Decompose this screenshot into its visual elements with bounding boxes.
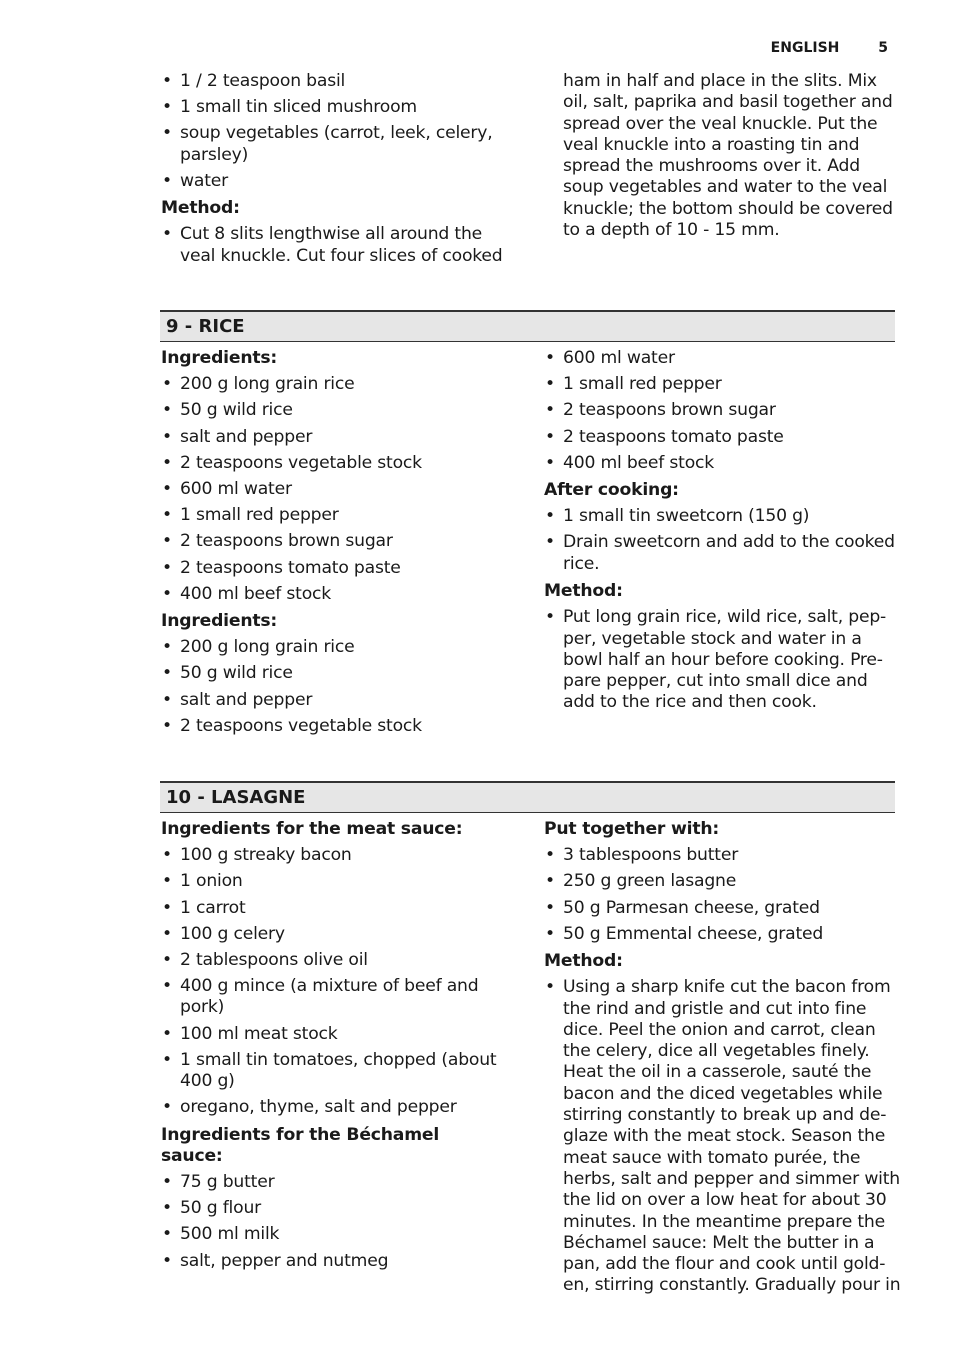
list-item: • 400 ml beef stock (161, 584, 506, 605)
top-left-column (161, 71, 506, 272)
top-ingredient-list (161, 71, 506, 192)
rice-ingredients-heading-2: Ingredients: (161, 610, 278, 631)
list-item: • 200 g long grain rice (161, 374, 506, 395)
list-item: • 3 tablespoons butter (544, 845, 904, 866)
list-item: • soup vegetables (carrot, leek, celery, parsley) (161, 123, 506, 166)
list-item: • 1 small tin tomatoes, chopped (about 400 g) (161, 1050, 506, 1093)
list-item: • 2 teaspoons brown sugar (161, 531, 506, 552)
list-item: • Drain sweetcorn and add to the cooked rice. (544, 532, 904, 575)
list-item: • Put long grain rice, wild rice, salt, pep- per, vegetable stock and water in a bowl half an hour before cooking. Pre- pare pepper, cut into small dice and add to the rice and then cook. (544, 607, 904, 713)
lasagne-together-list (544, 845, 904, 945)
list-item: • 2 teaspoons vegetable stock (161, 453, 506, 474)
rice-left-column (161, 348, 506, 742)
rice-ingredient-list-1 (161, 374, 506, 605)
rice-method-heading: Method: (544, 581, 623, 602)
rice-section-title: 9 - RICE (166, 316, 245, 337)
list-item: • 1 onion (161, 871, 506, 892)
rice-after-cooking-heading: After cooking: (544, 480, 679, 501)
lasagne-together-heading: Put together with: (544, 819, 720, 839)
list-item: • 1 small red pepper (544, 374, 904, 395)
list-item: • 50 g flour (161, 1198, 506, 1219)
list-item: • 2 teaspoons tomato paste (161, 558, 506, 579)
lasagne-right-column (544, 819, 904, 1302)
list-item: • 50 g wild rice (161, 663, 506, 684)
list-item: • 2 teaspoons brown sugar (544, 400, 904, 421)
list-item: • 100 g celery (161, 924, 506, 945)
list-item: • 1 small tin sweetcorn (150 g) (544, 506, 904, 527)
lasagne-meat-sauce-heading: Ingredients for the meat sauce: (161, 819, 463, 839)
list-item: • 1 carrot (161, 898, 506, 919)
list-item: • 75 g butter (161, 1172, 506, 1193)
top-right-text: ham in half and place in the slits. Mix oil, salt, paprika and basil together and spread over the veal knuckle. Put the veal knuckle into a roasting tin and spread the mushrooms over it. Add soup vegetables and water to the veal knuckle; the bottom should be covered to a depth of 10 - 15 mm. (563, 71, 893, 241)
list-item: • Using a sharp knife cut the bacon from the rind and gristle and cut into fine dice. Peel the onion and carrot, clean the celery, dice all vegetables finely. Heat the oil in a casserole, sauté the bacon and the diced vegetables while stirring constantly to break up and de- glaze with the meat stock. Season the meat sauce with tomato purée, the herbs, salt and pepper and simmer with the lid on over a low heat for about 30 minutes. In the meantime prepare the Béchamel sauce: Melt the butter in a pan, add the flour and cook until gold- en, stirring constantly. Gradually pour in (544, 977, 904, 1296)
rice-method-list (544, 607, 904, 713)
list-item: • salt and pepper (161, 690, 506, 711)
rice-ingredient-list-right (544, 348, 904, 474)
lasagne-meat-sauce-list (161, 845, 506, 1118)
list-item: • 1 / 2 teaspoon basil (161, 71, 506, 92)
list-item: • 500 ml milk (161, 1224, 506, 1245)
list-item: • Cut 8 slits lengthwise all around the veal knuckle. Cut four slices of cooked (161, 224, 506, 267)
rice-right-column (544, 348, 904, 719)
list-item: • 2 tablespoons olive oil (161, 950, 506, 971)
page-header (771, 39, 888, 57)
lasagne-section-title: 10 - LASAGNE (166, 787, 306, 808)
list-item: • 600 ml water (161, 479, 506, 500)
list-item: • 250 g green lasagne (544, 871, 904, 892)
list-item: • oregano, thyme, salt and pepper (161, 1097, 506, 1118)
list-item: • 200 g long grain rice (161, 637, 506, 658)
lasagne-method-list (544, 977, 904, 1296)
top-method-heading: Method: (161, 198, 240, 219)
list-item: • water (161, 171, 506, 192)
rice-section-header (160, 310, 895, 342)
list-item: • 1 small red pepper (161, 505, 506, 526)
list-item: • 50 g Emmental cheese, grated (544, 924, 904, 945)
list-item: • 2 teaspoons tomato paste (544, 427, 904, 448)
list-item: • salt and pepper (161, 427, 506, 448)
language-label: ENGLISH (770, 40, 840, 56)
lasagne-bechamel-list (161, 1172, 506, 1272)
page-number: 5 (878, 40, 888, 56)
rice-ingredient-list-2 (161, 637, 506, 737)
list-item: • 400 g mince (a mixture of beef and pork) (161, 976, 506, 1019)
list-item: • 50 g Parmesan cheese, grated (544, 898, 904, 919)
rice-after-cooking-list (544, 506, 904, 575)
list-item: • 50 g wild rice (161, 400, 506, 421)
list-item: • 600 ml water (544, 348, 904, 369)
list-item: • 2 teaspoons vegetable stock (161, 716, 506, 737)
list-item: • 400 ml beef stock (544, 453, 904, 474)
list-item: • 1 small tin sliced mushroom (161, 97, 506, 118)
lasagne-method-heading: Method: (544, 951, 623, 972)
lasagne-bechamel-heading: Ingredients for the Béchamel sauce: (161, 1124, 440, 1166)
lasagne-left-column (161, 819, 506, 1277)
list-item: • 100 ml meat stock (161, 1024, 506, 1045)
lasagne-section-header (160, 781, 895, 813)
list-item: • salt, pepper and nutmeg (161, 1251, 506, 1272)
rice-ingredients-heading-1: Ingredients: (161, 348, 278, 368)
top-method-list (161, 224, 506, 267)
list-item: • 100 g streaky bacon (161, 845, 506, 866)
